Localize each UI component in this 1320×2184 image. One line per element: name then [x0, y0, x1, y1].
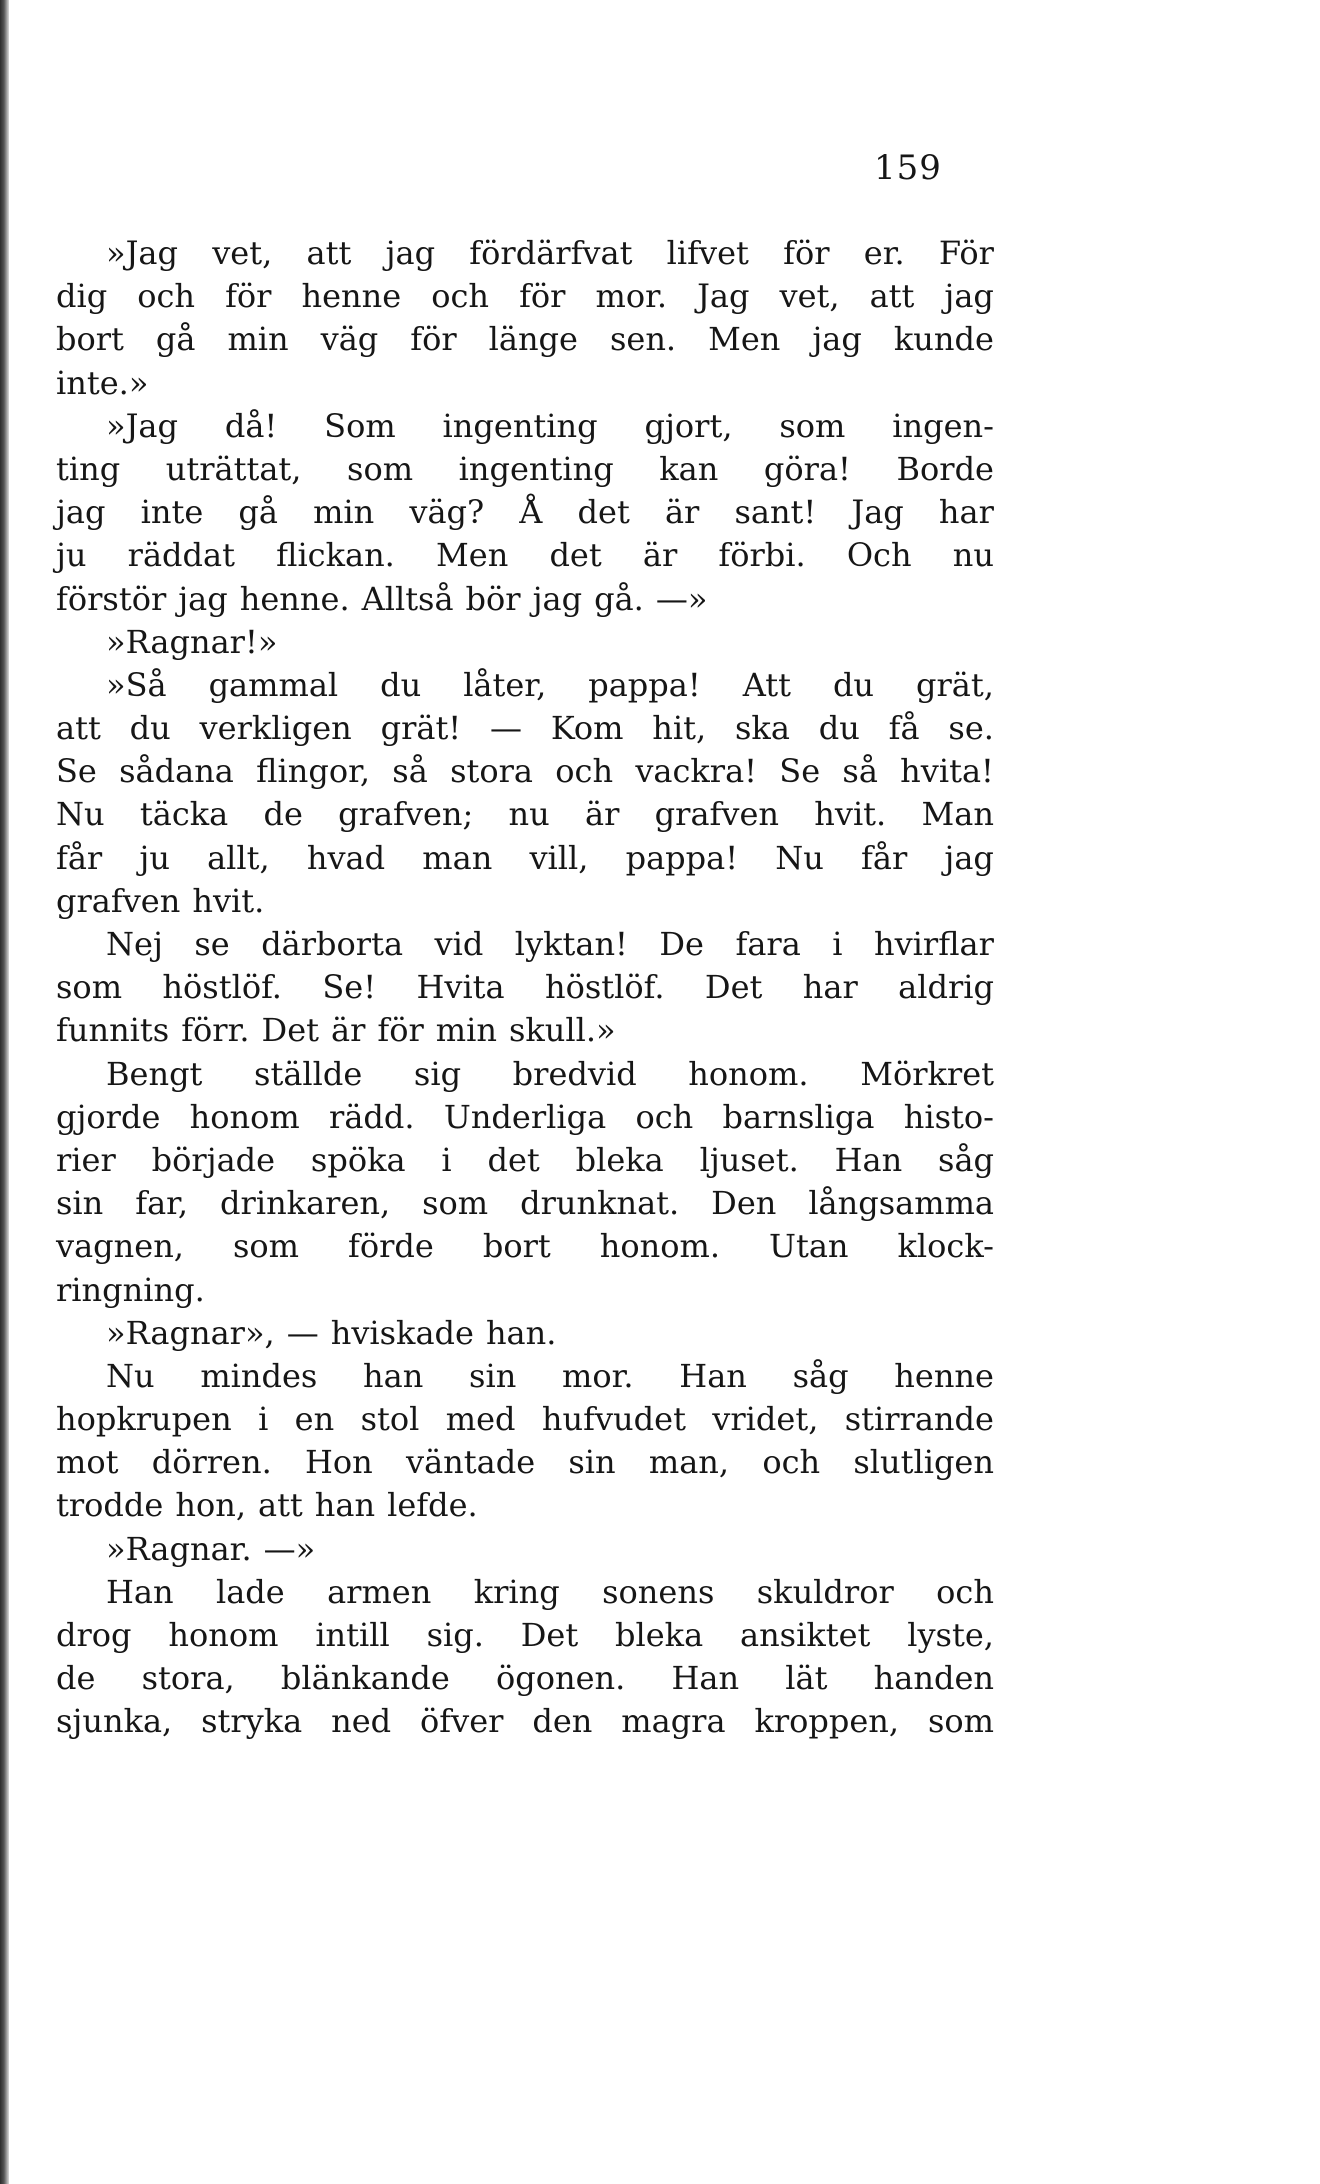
word: väg: [320, 320, 379, 359]
word: aldrig: [898, 968, 994, 1007]
word: stirrande: [844, 1400, 994, 1439]
word: För: [938, 234, 994, 272]
word: länge: [488, 320, 578, 359]
word: »Ragnar»,: [106, 1313, 275, 1352]
word: —»: [263, 1529, 316, 1568]
page-number: 159: [874, 148, 942, 188]
word: han: [363, 1356, 424, 1395]
word: kroppen,: [754, 1702, 900, 1741]
word: gå: [238, 493, 278, 532]
word: vill,: [529, 838, 589, 877]
word: rädd.: [329, 1097, 415, 1136]
word: hvad: [306, 838, 386, 877]
text-line: [56, 1355, 994, 1398]
word: intill: [315, 1616, 390, 1654]
word: du: [380, 665, 422, 704]
word: stora: [450, 752, 533, 791]
word: ju: [139, 838, 170, 877]
text-line: [56, 1528, 994, 1571]
word: ljuset.: [699, 1140, 799, 1179]
word: bleka: [575, 1140, 664, 1179]
word: allt,: [207, 838, 270, 877]
word: funnits: [56, 1011, 170, 1050]
word: spöka: [310, 1140, 406, 1179]
word: hvita!: [900, 752, 994, 791]
word: bleka: [615, 1616, 704, 1654]
word: —: [489, 709, 522, 748]
word: armen: [327, 1572, 432, 1611]
word: är: [331, 1011, 366, 1050]
word: ned: [331, 1702, 392, 1741]
word: för: [519, 277, 566, 316]
text-line: [56, 880, 994, 923]
word: honom.: [688, 1054, 809, 1093]
word: du: [818, 709, 860, 748]
word: Nu: [56, 795, 105, 834]
word: ögonen.: [495, 1659, 626, 1698]
word: vid: [434, 925, 484, 963]
word: vackra!: [635, 752, 758, 791]
word: väg?: [409, 493, 485, 532]
word: ringning.: [56, 1270, 205, 1309]
text-line: [56, 1269, 994, 1312]
word: handen: [873, 1659, 994, 1698]
word: hvit.: [192, 881, 265, 920]
word: hvirflar: [873, 925, 994, 963]
word: pappa!: [625, 838, 739, 877]
word: är: [664, 493, 700, 532]
word: Se: [779, 752, 821, 791]
word: sig: [413, 1054, 462, 1093]
word: i: [441, 1140, 452, 1179]
word: förstör: [56, 579, 167, 618]
text-line: [56, 1053, 994, 1096]
word: vet,: [779, 277, 840, 316]
word: mot: [56, 1443, 119, 1482]
word: uträttat,: [165, 449, 302, 488]
word: se: [194, 925, 230, 963]
word: trodde: [56, 1486, 164, 1525]
word: Utan: [769, 1227, 849, 1266]
word: Nu: [106, 1356, 155, 1395]
word: magra: [621, 1702, 726, 1741]
word: i: [258, 1400, 269, 1439]
word: se.: [948, 709, 994, 748]
word: henne: [894, 1356, 994, 1395]
word: du: [832, 665, 875, 704]
word: Men: [435, 536, 509, 575]
word: jag: [812, 320, 862, 359]
word: sant!: [734, 493, 817, 532]
word: jag: [56, 493, 106, 532]
word: med: [445, 1400, 516, 1439]
word: ju: [56, 536, 87, 575]
word: flingor,: [256, 752, 371, 791]
text-line: [56, 1441, 994, 1484]
word: höstlöf.: [162, 968, 282, 1007]
word: henne: [301, 277, 402, 316]
word: —»: [655, 579, 708, 618]
text-line: [56, 1571, 994, 1614]
word: att: [869, 277, 915, 316]
word: har: [802, 968, 858, 1007]
word: förr.: [181, 1011, 250, 1050]
word: han: [314, 1486, 376, 1525]
text-line: [56, 448, 994, 491]
word: Mörkret: [860, 1054, 994, 1093]
word: och: [431, 277, 490, 316]
text-line: [56, 1312, 994, 1355]
word: man,: [648, 1443, 730, 1482]
word: grät!: [380, 709, 462, 748]
text-line: [56, 966, 994, 1009]
word: De: [659, 925, 704, 963]
text-line: [56, 1225, 994, 1268]
text-line: [56, 1484, 994, 1527]
word: är: [585, 795, 620, 834]
word: Kom: [550, 709, 624, 748]
word: började: [151, 1140, 276, 1179]
word: att: [306, 234, 352, 272]
word: dörren.: [151, 1443, 272, 1482]
word: lifvet: [666, 234, 749, 272]
text-line: [56, 1139, 994, 1182]
word: lade: [215, 1572, 285, 1611]
word: bort: [56, 320, 124, 359]
word: honom.: [599, 1227, 720, 1266]
word: min: [227, 320, 289, 359]
word: grafven: [654, 795, 779, 834]
word: att: [257, 1486, 303, 1525]
word: min: [313, 493, 375, 532]
word: han.: [485, 1313, 557, 1352]
word: far,: [135, 1184, 189, 1223]
word: därborta: [261, 925, 404, 963]
word: Han: [671, 1659, 740, 1698]
word: bör: [465, 579, 521, 618]
word: fara: [735, 925, 801, 963]
word: Man: [921, 795, 994, 834]
word: i: [832, 925, 843, 963]
word: hufvudet: [541, 1400, 686, 1439]
word: förbi.: [718, 536, 806, 575]
text-line: [56, 923, 994, 966]
word: som: [779, 406, 846, 445]
word: grafven;: [338, 795, 474, 834]
word: min: [435, 1011, 497, 1050]
word: en: [294, 1400, 335, 1439]
word: drunknat.: [520, 1184, 680, 1223]
word: Borde: [896, 449, 994, 488]
word: skull.»: [508, 1011, 616, 1050]
text-line: [56, 362, 994, 405]
word: sin: [469, 1356, 517, 1395]
word: inte: [140, 493, 204, 532]
text-line: [56, 232, 994, 275]
word: vagnen,: [56, 1227, 184, 1266]
word: som: [56, 968, 123, 1007]
word: Han: [834, 1140, 903, 1179]
word: grafven: [56, 881, 181, 920]
word: räddat: [127, 536, 235, 575]
word: förde: [348, 1227, 434, 1266]
text-line: [56, 1182, 994, 1225]
word: som: [232, 1227, 299, 1266]
word: får: [861, 838, 908, 877]
word: ansiktet: [739, 1616, 871, 1654]
text-line: [56, 1657, 994, 1700]
word: och: [635, 1097, 694, 1136]
word: hviskade: [330, 1313, 474, 1352]
word: lefde.: [387, 1486, 478, 1525]
text-line: [56, 1009, 994, 1052]
word: ingenting: [458, 449, 614, 488]
word: att: [56, 709, 101, 748]
word: det: [549, 536, 602, 575]
word: öfver: [420, 1702, 504, 1741]
word: sonens: [602, 1572, 715, 1611]
word: Och: [846, 536, 912, 575]
word: och: [936, 1572, 994, 1611]
word: ställde: [254, 1054, 363, 1093]
text-line: [56, 534, 994, 577]
word: är: [642, 536, 678, 575]
word: låter,: [463, 665, 547, 704]
word: stol: [360, 1400, 420, 1439]
word: barnsliga: [722, 1097, 875, 1136]
text-line: [56, 750, 994, 793]
word: så: [842, 752, 878, 791]
word: Å: [519, 493, 543, 532]
text-line: [56, 1700, 994, 1743]
word: Han: [106, 1572, 174, 1611]
word: Jag: [851, 493, 904, 532]
text-line: [56, 318, 994, 361]
word: honom: [168, 1616, 279, 1654]
word: er.: [863, 234, 905, 272]
word: ska: [735, 709, 790, 748]
word: för: [410, 320, 457, 359]
word: det: [487, 1140, 540, 1179]
word: får: [56, 838, 103, 877]
word: Det: [704, 968, 763, 1007]
word: ingenting: [442, 406, 598, 445]
text-line: [56, 793, 994, 836]
word: histo-: [903, 1097, 994, 1136]
word: gå: [155, 320, 196, 359]
word: Alltså: [361, 579, 454, 618]
word: ting: [56, 449, 121, 488]
word: »Jag: [106, 406, 178, 445]
text-line: [56, 491, 994, 534]
word: såg: [938, 1140, 994, 1179]
word: Det: [261, 1011, 319, 1050]
text-line: [56, 664, 994, 707]
word: så: [392, 752, 428, 791]
word: drog: [56, 1616, 132, 1654]
word: och: [137, 277, 196, 316]
text-line: [56, 837, 994, 880]
word: pappa!: [588, 665, 701, 704]
word: täcka: [139, 795, 229, 834]
word: blänkande: [280, 1659, 450, 1698]
word: mindes: [200, 1356, 318, 1395]
word: för: [377, 1011, 424, 1050]
word: stora,: [141, 1659, 235, 1698]
word: sin: [56, 1184, 104, 1223]
word: gjorde: [56, 1097, 161, 1136]
word: hon,: [175, 1486, 246, 1525]
word: Den: [711, 1184, 777, 1223]
word: Se: [56, 752, 97, 791]
text-line: [56, 621, 994, 664]
word: grät,: [916, 665, 994, 704]
word: och: [555, 752, 614, 791]
word: kan: [659, 449, 719, 488]
word: Jag: [697, 277, 750, 316]
text-line: [56, 275, 994, 318]
word: Som: [324, 406, 396, 445]
text-line: [56, 707, 994, 750]
text-line: [56, 1096, 994, 1139]
word: nu: [952, 536, 994, 575]
word: då!: [224, 406, 278, 445]
word: sin: [568, 1443, 616, 1482]
word: sjunka,: [56, 1702, 173, 1741]
word: verkligen: [199, 709, 352, 748]
word: Se!: [322, 968, 377, 1007]
word: Nu: [775, 838, 824, 877]
word: jag: [178, 579, 228, 618]
word: har: [938, 493, 994, 532]
word: göra!: [763, 449, 851, 488]
word: rier: [56, 1140, 116, 1179]
word: sådana: [119, 752, 234, 791]
word: hvit.: [814, 795, 887, 834]
word: vet,: [212, 234, 273, 272]
text-line: [56, 1614, 994, 1657]
word: inte.»: [56, 363, 149, 402]
word: kunde: [893, 320, 994, 359]
word: Att: [742, 665, 791, 704]
word: Underliga: [443, 1097, 607, 1136]
word: höstlöf.: [545, 968, 665, 1007]
word: sig.: [426, 1616, 484, 1654]
word: lyste,: [907, 1616, 994, 1654]
word: det: [577, 493, 630, 532]
word: långsamma: [808, 1184, 994, 1223]
word: gå.: [594, 579, 644, 618]
word: »Ragnar.: [106, 1529, 252, 1568]
word: för: [225, 277, 272, 316]
word: —: [286, 1313, 319, 1352]
word: Nej: [106, 925, 163, 963]
word: jag: [944, 277, 994, 316]
word: mor.: [595, 277, 668, 316]
word: bort: [482, 1227, 551, 1266]
body-text: [56, 232, 994, 1744]
word: lyktan!: [514, 925, 628, 963]
word: som: [347, 449, 414, 488]
word: såg: [792, 1356, 849, 1395]
word: jag: [532, 579, 583, 618]
word: som: [927, 1702, 994, 1741]
word: för: [783, 234, 830, 272]
word: och: [762, 1443, 821, 1482]
word: jag: [385, 234, 436, 272]
word: slutligen: [853, 1443, 994, 1482]
word: flickan.: [276, 536, 395, 575]
word: bredvid: [512, 1054, 637, 1093]
word: Bengt: [106, 1054, 203, 1093]
word: henne.: [239, 579, 350, 618]
word: Hon: [305, 1443, 373, 1482]
word: väntade: [406, 1443, 536, 1482]
word: drinkaren,: [220, 1184, 391, 1223]
word: Men: [708, 320, 781, 359]
word: Det: [520, 1616, 579, 1654]
word: vridet,: [712, 1400, 819, 1439]
word: de: [56, 1659, 96, 1698]
word: som: [422, 1184, 489, 1223]
word: de: [263, 795, 303, 834]
word: jag: [944, 838, 994, 877]
word: mor.: [562, 1356, 634, 1395]
word: få: [888, 709, 920, 748]
word: hit,: [652, 709, 707, 748]
word: »Ragnar!»: [106, 622, 278, 661]
word: gammal: [208, 665, 339, 704]
word: Hvita: [416, 968, 505, 1007]
text-line: [56, 578, 994, 621]
word: fördärfvat: [469, 234, 633, 272]
word: skuldror: [756, 1572, 894, 1611]
text-line: [56, 405, 994, 448]
word: stryka: [201, 1702, 303, 1741]
text-line: [56, 1398, 994, 1441]
word: nu: [508, 795, 550, 834]
word: dig: [56, 277, 108, 316]
word: lät: [785, 1659, 828, 1698]
word: gjort,: [644, 406, 733, 445]
word: man: [422, 838, 493, 877]
word: honom: [189, 1097, 300, 1136]
word: »Så: [106, 665, 167, 704]
word: sen.: [609, 320, 677, 359]
word: »Jag: [106, 234, 178, 272]
word: den: [532, 1702, 593, 1741]
word: klock-: [897, 1227, 994, 1266]
word: kring: [473, 1572, 560, 1611]
word: ingen-: [892, 406, 994, 445]
word: Han: [679, 1356, 747, 1395]
word: du: [129, 709, 171, 748]
word: hopkrupen: [56, 1400, 232, 1439]
